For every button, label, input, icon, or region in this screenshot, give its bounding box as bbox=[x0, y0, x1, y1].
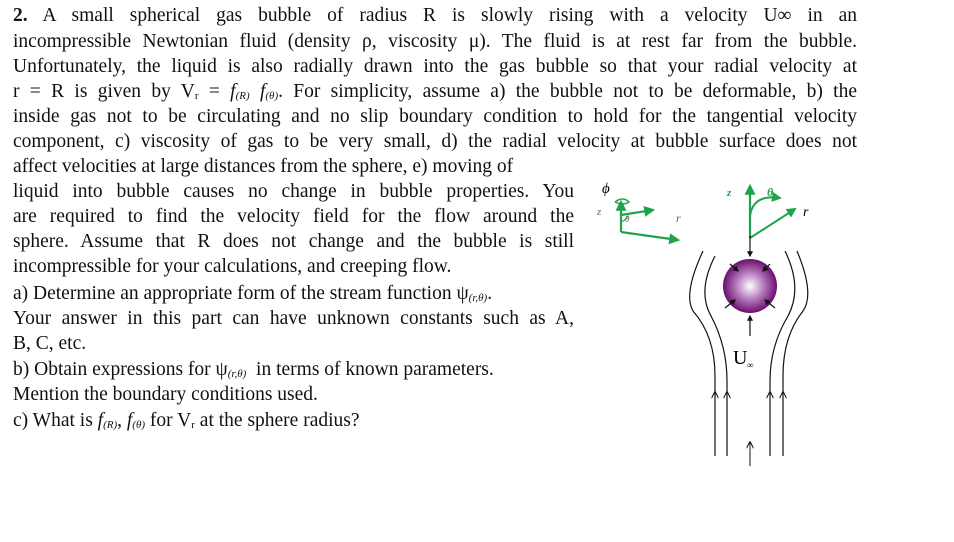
line4-equals: = bbox=[198, 81, 231, 102]
f-theta-subscript: (θ) bbox=[265, 90, 279, 102]
part-c-comma: , bbox=[117, 410, 127, 431]
part-c-line bbox=[13, 408, 360, 438]
problem-line-9: are required to find the velocity field for the flow around the bbox=[13, 206, 574, 227]
f-R-subscript: (R) bbox=[235, 90, 250, 102]
line4-post: . For simplicity, assume a) the bubble not to be deformable, b) the bbox=[278, 81, 858, 102]
f-R-subscript: (R) bbox=[103, 419, 118, 431]
f-theta-symbol: f bbox=[259, 81, 266, 102]
part-c-tail: at the sphere radius? bbox=[194, 410, 360, 431]
problem-line-8: liquid into bubble causes no change in bubble properties. You bbox=[13, 181, 574, 202]
part-b-text: b) Obtain expressions for ψ bbox=[13, 359, 228, 380]
streamline-outer-left bbox=[690, 251, 715, 456]
r-label: r bbox=[676, 211, 681, 225]
problem-text-line: A small spherical gas bubble of radius R is slowly rising with a velocity U∞ in an bbox=[42, 5, 857, 26]
streamline-outer-right bbox=[783, 251, 808, 456]
velocity-subscript: ∞ bbox=[747, 360, 754, 370]
part-a-period: . bbox=[487, 283, 493, 304]
problem-line-1 bbox=[13, 3, 857, 28]
problem-line-5: inside gas not to be circulating and no slip boundary condition to hold for the tangential velocity bbox=[13, 106, 857, 127]
gas-bubble bbox=[723, 259, 777, 313]
part-b-post: in terms of known parameters. bbox=[246, 359, 494, 380]
problem-line-6: component, c) viscosity of gas to be very small, d) the radial velocity at bubble surface does not bbox=[13, 131, 857, 152]
part-c-for-v: for V bbox=[145, 410, 192, 431]
problem-line-2: incompressible Newtonian fluid (density ρ, viscosity μ). The fluid is at rest far from the bubble. bbox=[13, 31, 857, 52]
z-label: z bbox=[597, 206, 602, 218]
problem-line-11: incompressible for your calculations, and creeping flow. bbox=[13, 256, 452, 277]
psi-subscript: (r,θ) bbox=[468, 292, 488, 304]
f-R-symbol: f bbox=[97, 410, 104, 431]
f-theta-subscript: (θ) bbox=[132, 419, 146, 431]
line4-text: r = R is given by V bbox=[13, 81, 195, 102]
theta-label: θ bbox=[767, 185, 774, 199]
z-label: z bbox=[727, 187, 732, 199]
f-R-symbol: f bbox=[230, 81, 236, 102]
problem-number: 2. bbox=[13, 5, 28, 26]
problem-line-3: Unfortunately, the liquid is also radially drawn into the gas bubble so that your radial velocity at bbox=[13, 56, 857, 77]
theta-label: θ bbox=[625, 214, 630, 224]
problem-line-10: sphere. Assume that R does not change and the bubble is still bbox=[13, 231, 574, 252]
problem-line-7: affect velocities at large distances from the sphere, e) moving of bbox=[13, 156, 514, 177]
vr-subscript: r bbox=[191, 419, 195, 431]
x-axis-arrow bbox=[621, 232, 678, 240]
r-label: r bbox=[803, 205, 809, 220]
phi-rotation-arc bbox=[615, 199, 629, 204]
f-theta-symbol: f bbox=[126, 410, 133, 431]
part-c-text: c) What is bbox=[13, 410, 98, 431]
theta-arc-arrow bbox=[750, 197, 780, 216]
psi-subscript: (r,θ) bbox=[227, 368, 247, 380]
phi-label: ϕ bbox=[602, 181, 610, 197]
bubble-flow-figure bbox=[675, 176, 835, 466]
vr-subscript: r bbox=[194, 90, 199, 102]
part-b-line-2: Mention the boundary conditions used. bbox=[13, 384, 318, 405]
part-a-line-3: B, C, etc. bbox=[13, 333, 87, 354]
part-a-line-2: Your answer in this part can have unknown constants such as A, bbox=[13, 308, 574, 329]
velocity-label: U bbox=[733, 347, 748, 369]
part-a-text: a) Determine an appropriate form of the stream function ψ bbox=[13, 283, 469, 304]
r-vector-arrow bbox=[750, 209, 795, 238]
